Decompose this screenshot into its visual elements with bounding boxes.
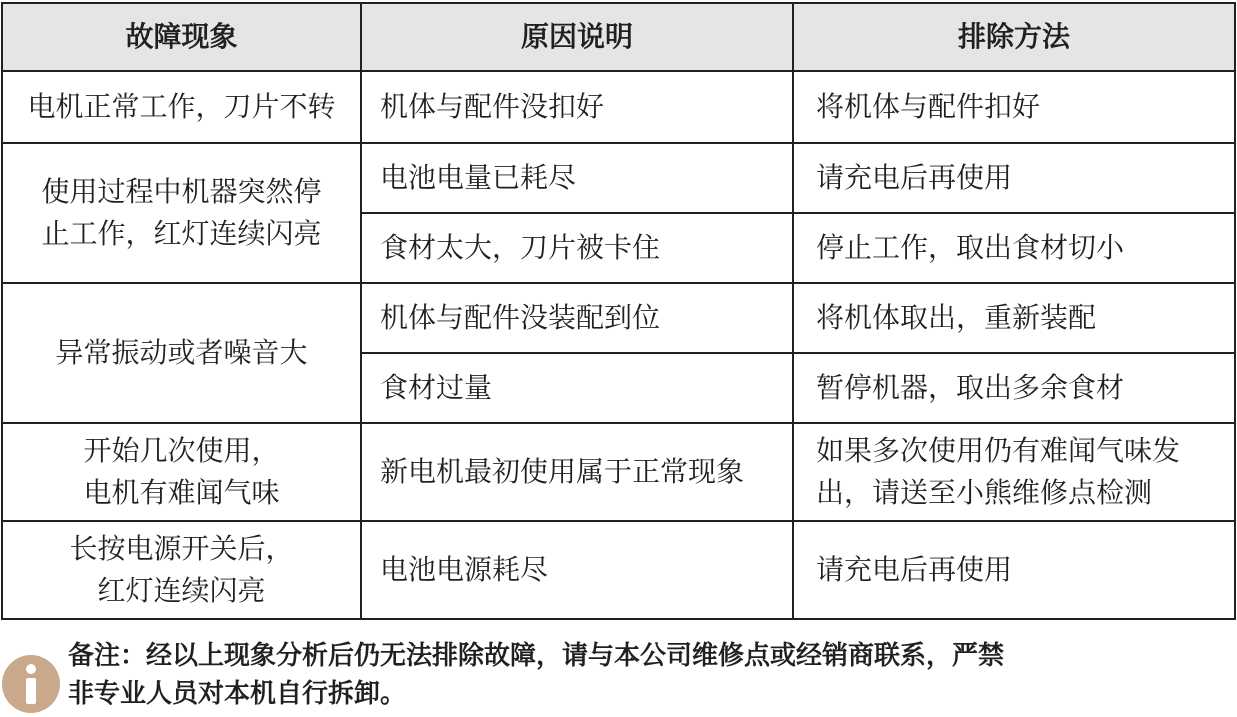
- fix-cell: 请充电后再使用: [793, 521, 1235, 619]
- cause-cell: 电池电源耗尽: [361, 521, 793, 619]
- fix-cell: 请充电后再使用: [793, 143, 1235, 213]
- cause-cell: 新电机最初使用属于正常现象: [361, 423, 793, 521]
- table-row: [2, 283, 1235, 353]
- note-text: [68, 637, 1218, 713]
- symptom-cell: 电机正常工作，刀片不转: [2, 71, 361, 143]
- fix-cell: 将机体与配件扣好: [793, 71, 1235, 143]
- table-row: [2, 71, 1235, 143]
- symptom-cell: 长按电源开关后， 红灯连续闪亮: [2, 521, 361, 619]
- symptom-cell: 使用过程中机器突然停 止工作，红灯连续闪亮: [2, 143, 361, 283]
- header-fix: 排除方法: [793, 3, 1235, 71]
- symptom-cell: 异常振动或者噪音大: [2, 283, 361, 423]
- table-row: [2, 143, 1235, 213]
- table-row: [2, 521, 1235, 619]
- troubleshooting-table: [1, 2, 1236, 620]
- header-symptom: 故障现象: [2, 3, 361, 71]
- note-line-1: 备注：经以上现象分析后仍无法排除故障，请与本公司维修点或经销商联系，严禁: [68, 641, 1005, 671]
- header-cause: 原因说明: [361, 3, 793, 71]
- cause-cell: 机体与配件没扣好: [361, 71, 793, 143]
- fix-cell: 将机体取出，重新装配: [793, 283, 1235, 353]
- cause-cell: 食材太大，刀片被卡住: [361, 213, 793, 283]
- note-line-2: 非专业人员对本机自行拆卸。: [68, 679, 407, 709]
- cause-cell: 机体与配件没装配到位: [361, 283, 793, 353]
- cause-cell: 电池电量已耗尽: [361, 143, 793, 213]
- symptom-cell: 开始几次使用， 电机有难闻气味: [2, 423, 361, 521]
- cause-cell: 食材过量: [361, 353, 793, 423]
- info-icon: [2, 655, 60, 713]
- fix-cell: 停止工作，取出食材切小: [793, 213, 1235, 283]
- fix-cell: 如果多次使用仍有难闻气味发 出，请送至小熊维修点检测: [793, 423, 1235, 521]
- table-header-row: [2, 3, 1235, 71]
- table-row: [2, 423, 1235, 521]
- fix-cell: 暂停机器，取出多余食材: [793, 353, 1235, 423]
- note-section: [0, 633, 1237, 717]
